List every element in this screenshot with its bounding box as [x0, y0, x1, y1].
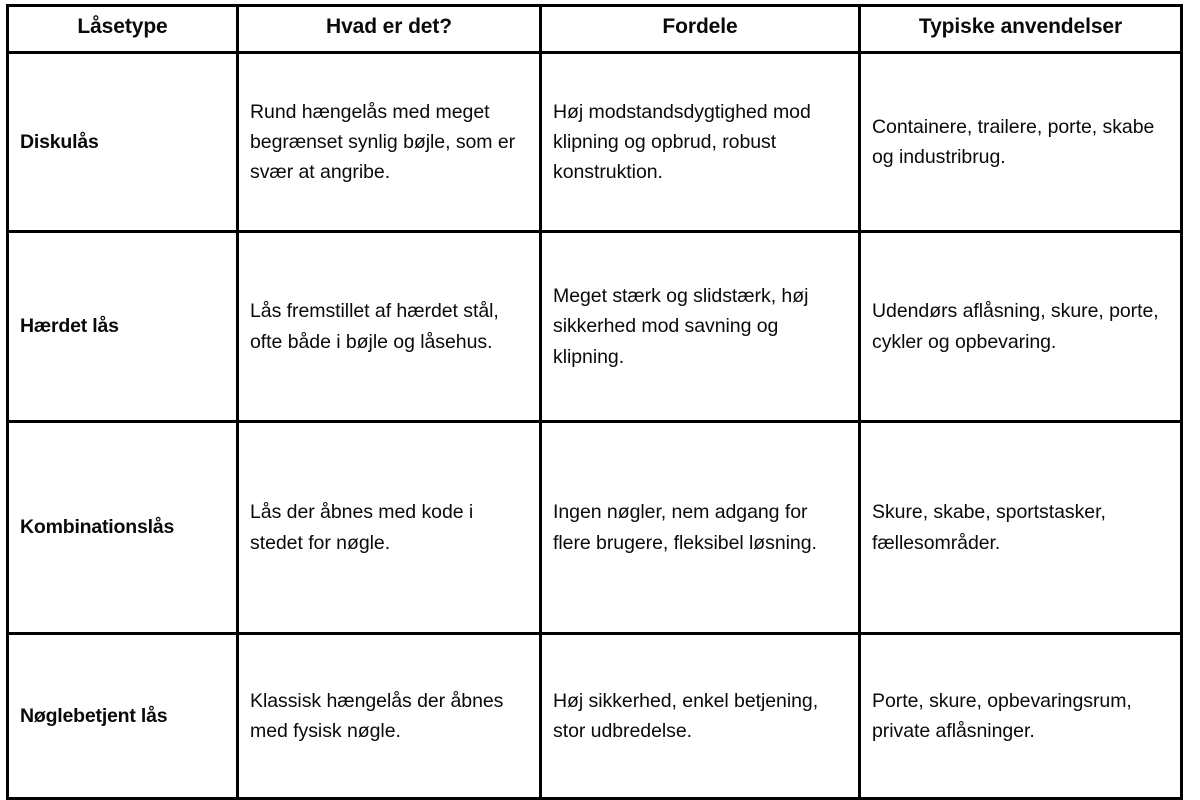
table-header: [8, 6, 1182, 53]
table-row: [8, 634, 1182, 799]
cell-lock-type: Kombinationslås: [8, 422, 238, 634]
table-header-row: [8, 6, 1182, 53]
cell-typical-uses: Skure, skabe, sportstasker, fællesområder.: [860, 422, 1182, 634]
cell-description: Rund hængelås med meget begrænset synlig bøjle, som er svær at angribe.: [238, 53, 541, 232]
lock-types-comparison-table: [6, 4, 1183, 800]
cell-benefits: Høj sikkerhed, enkel betjening, stor udbredelse.: [541, 634, 860, 799]
table-body: [8, 53, 1182, 799]
table-row: [8, 232, 1182, 422]
cell-description: Lås fremstillet af hærdet stål, ofte både i bøjle og låsehus.: [238, 232, 541, 422]
cell-description: Lås der åbnes med kode i stedet for nøgle.: [238, 422, 541, 634]
cell-typical-uses: Udendørs aflåsning, skure, porte, cykler og opbevaring.: [860, 232, 1182, 422]
column-header-description: Hvad er det?: [238, 6, 541, 53]
cell-typical-uses: Containere, trailere, porte, skabe og industribrug.: [860, 53, 1182, 232]
cell-benefits: Meget stærk og slidstærk, høj sikkerhed mod savning og klipning.: [541, 232, 860, 422]
cell-benefits: Høj modstandsdygtighed mod klipning og opbrud, robust konstruktion.: [541, 53, 860, 232]
cell-benefits: Ingen nøgler, nem adgang for flere brugere, fleksibel løsning.: [541, 422, 860, 634]
column-header-benefits: Fordele: [541, 6, 860, 53]
cell-lock-type: Nøglebetjent lås: [8, 634, 238, 799]
cell-lock-type: Hærdet lås: [8, 232, 238, 422]
cell-typical-uses: Porte, skure, opbevaringsrum, private aflåsninger.: [860, 634, 1182, 799]
column-header-lock-type: Låsetype: [8, 6, 238, 53]
table-row: [8, 422, 1182, 634]
column-header-typical-uses: Typiske anvendelser: [860, 6, 1182, 53]
table-row: [8, 53, 1182, 232]
cell-description: Klassisk hængelås der åbnes med fysisk nøgle.: [238, 634, 541, 799]
cell-lock-type: Diskulås: [8, 53, 238, 232]
